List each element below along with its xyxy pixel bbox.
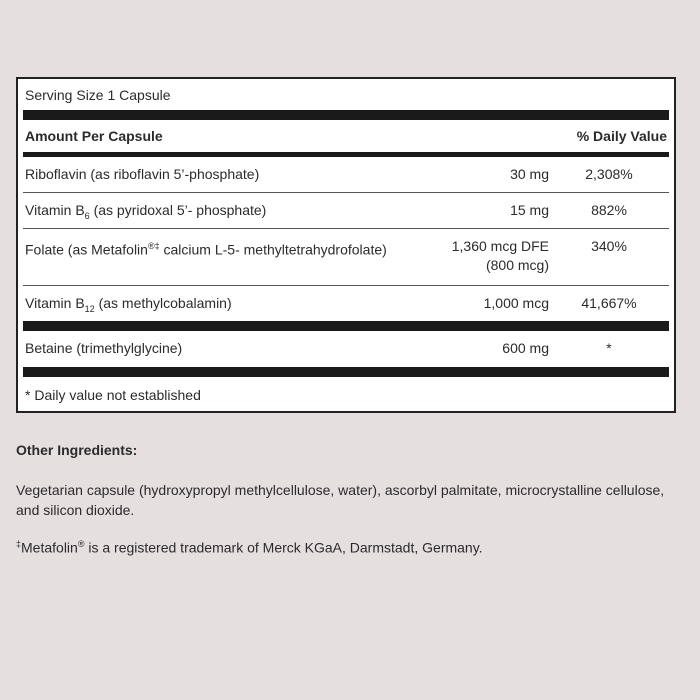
nutrient-name-text: Riboflavin (as riboflavin 5’-phosphate)	[25, 166, 260, 182]
nutrient-amount-line: 1,360 mcg DFE	[451, 238, 549, 254]
nutrient-name	[23, 294, 419, 313]
nutrient-subscript: 12	[84, 303, 95, 314]
nutrient-amount: 15 mg	[510, 202, 549, 218]
nutrient-amount	[419, 237, 549, 277]
nutrient-dv: 882%	[591, 202, 627, 218]
serving-size: Serving Size 1 Capsule	[25, 87, 171, 103]
supplement-facts-panel	[16, 77, 676, 413]
daily-value-footnote: * Daily value not established	[25, 387, 201, 403]
header-amount-per-capsule: Amount Per Capsule	[25, 128, 163, 144]
nutrient-name-text: (as pyridoxal 5’- phosphate)	[89, 202, 267, 218]
nutrient-name	[23, 237, 419, 277]
nutrient-name-text: Vitamin B	[25, 202, 85, 218]
nutrient-row-vitamin-b12	[23, 286, 669, 321]
nutrient-amount: 600 mg	[502, 340, 549, 356]
nutrient-name-text: Folate (as Metafolin	[25, 241, 148, 258]
nutrient-name-text: Betaine (trimethylglycine)	[25, 340, 183, 356]
other-ingredients-heading: Other Ingredients:	[16, 442, 138, 458]
divider-thick	[23, 321, 669, 331]
nutrient-row-vitamin-b6	[23, 193, 669, 229]
nutrient-dv: 340%	[591, 238, 627, 254]
nutrient-row-folate	[23, 229, 669, 286]
nutrient-name-text: Vitamin B	[25, 295, 85, 311]
divider-thick	[23, 367, 669, 377]
trademark-notice	[16, 534, 676, 558]
nutrient-dv: *	[606, 340, 612, 356]
trademark-name: Metafolin	[21, 539, 78, 556]
nutrient-subscript: 6	[84, 210, 90, 221]
nutrient-amount-line: (800 mcg)	[485, 257, 549, 273]
nutrient-row-betaine	[23, 331, 669, 367]
nutrient-name-text: (as methylcobalamin)	[94, 295, 232, 311]
facts-header-row	[23, 120, 669, 152]
other-ingredients-section	[16, 440, 676, 572]
nutrient-name	[23, 339, 419, 359]
nutrient-dv: 41,667%	[581, 295, 637, 311]
nutrient-amount: 1,000 mcg	[483, 295, 549, 311]
trademark-mark: ‡	[16, 539, 22, 549]
nutrient-name	[23, 165, 419, 184]
nutrient-row-riboflavin	[23, 157, 669, 193]
registered-mark: ®	[77, 539, 85, 549]
other-ingredients-text: Vegetarian capsule (hydroxypropyl methylcellulose, water), ascorbyl palmitate, microcrystalline cellulose, and silicon dioxide.	[16, 482, 665, 518]
nutrient-name	[23, 201, 419, 220]
nutrient-name-text: calcium L-5- methyltetrahydrofolate)	[159, 241, 387, 258]
trademark-text: is a registered trademark of Merck KGaA, Darmstadt, Germany.	[84, 539, 483, 556]
nutrient-dv: 2,308%	[585, 166, 633, 182]
nutrient-amount: 30 mg	[510, 166, 549, 182]
nutrient-superscript: ®‡	[147, 241, 160, 251]
header-daily-value: % Daily Value	[576, 128, 667, 144]
divider-thick	[23, 110, 669, 120]
